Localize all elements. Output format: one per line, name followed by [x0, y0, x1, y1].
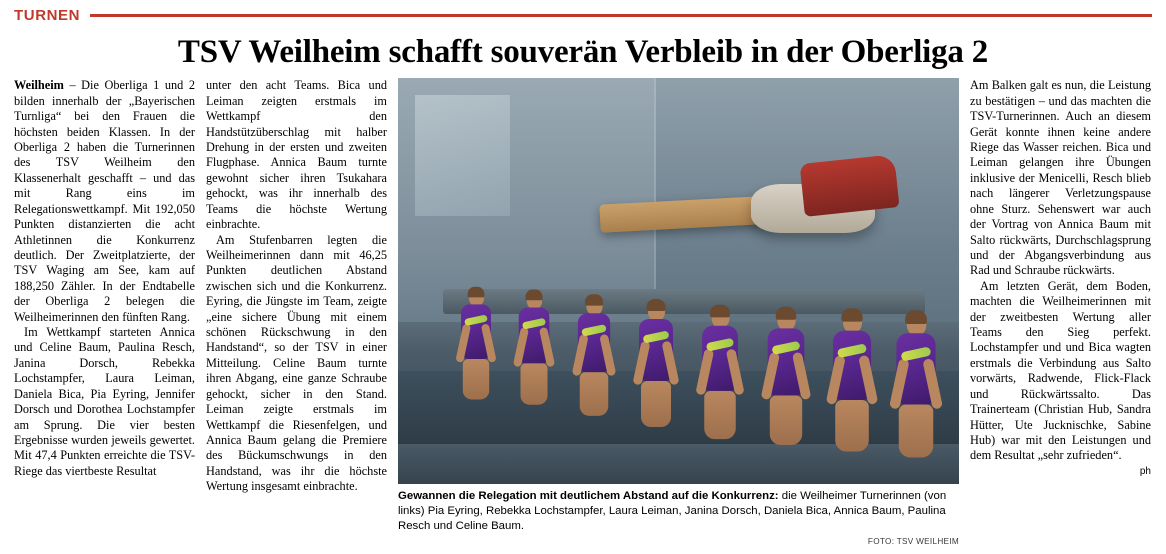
photo-caption [398, 489, 959, 533]
section-kicker: TURNEN [14, 6, 81, 24]
paragraph-3-1: Am Balken galt es nun, die Leistung zu bestätigen – und das machten die TSV-Turnerinnen. Auch an diesem Gerät konnte ihnen keine andere Riege das Wasser reichen. Bica und Leiman gelangen ihre Übungen inklusive der Menicelli, Resch blieb nach längerer Verletzungspause ohne Sturz. Sehenswert war auch der Vortrag von Annica Baum mit Salto rückwärts, Durchschlagsprung und der Abgangsverbindung aus Rad und Schraube rückwärts. [970, 78, 1151, 278]
gymnast-arm-right [662, 341, 680, 386]
page-title: TSV Weilheim schafft souverän Verbleib in der Oberliga 2 [177, 34, 989, 70]
gymnast-figure [758, 309, 814, 445]
gymnast-hair [905, 310, 927, 324]
gymnast-hair [710, 304, 730, 317]
gymnast-hair [525, 290, 542, 301]
gymnast-hair [776, 306, 797, 319]
text-column-2 [206, 78, 387, 494]
gymnast-arm-right [792, 351, 811, 400]
gymnast-arm-right [922, 358, 943, 410]
gymnast-figure [569, 296, 618, 416]
gymnast-hair [585, 295, 603, 306]
gymnast-leotard [578, 314, 610, 373]
gymnast-head [777, 309, 795, 331]
gymnast-arm-left [513, 327, 529, 367]
gymnast-arm-left [761, 351, 780, 400]
gymnast-legs [463, 359, 489, 399]
gymnast-arm-right [726, 348, 745, 395]
gymnast-arm-left [826, 354, 846, 404]
article-body [14, 78, 1152, 545]
gymnast-hair [647, 299, 666, 311]
gymnast-legs [580, 372, 609, 416]
gymnast-arm-left [455, 324, 471, 364]
gymnast-head [906, 312, 926, 335]
kicker-row [14, 0, 1152, 24]
kicker-rule [90, 14, 1152, 17]
gymnast-legs [641, 381, 671, 427]
paragraph-2-1: unter den acht Teams. Bica und Leiman zeigten erstmals im Wettkampf den Handstützüberschlag mit halber Drehung in der ersten und zweiten Flugphase. Annica Baum turnte gewohnt sicher ihren Tsukahara gehockt, was ihr innerhalb des Teams die höchste Wertung einbrachte. [206, 78, 387, 232]
text-column-1 [14, 78, 195, 479]
gymnast-figure [630, 301, 682, 427]
gymnast-head [842, 310, 861, 332]
gymnast-figure [886, 312, 946, 457]
caption-lead: Gewannen die Relegation mit deutlichem Abstand auf die Konkurrenz: [398, 490, 779, 503]
gymnast-arm-right [858, 354, 878, 404]
caption-rest: die Weilheimer Turnerinnen (von links) Pia Eyring, Rebekka Lochstampfer, Laura Leiman, Janina Dorsch, Daniela Bica, Annica Baum, Paulina Resch und Celine Baum. [398, 490, 947, 532]
photo-column [398, 78, 959, 545]
gymnast-figure [693, 306, 748, 438]
gymnast-leotard [639, 319, 673, 381]
gymnast-figure [823, 310, 881, 451]
gymnast-figure [511, 292, 558, 405]
article-photo [398, 78, 959, 484]
gymnast-legs [770, 395, 802, 445]
author-signature: ph [1139, 465, 1151, 477]
gymnast-leotard [833, 330, 871, 399]
gymnast-legs [835, 400, 869, 452]
gymnast-arm-left [572, 334, 589, 377]
gymnast-figure [453, 289, 499, 400]
gymnast-hair [841, 308, 862, 321]
gymnast-legs [899, 404, 934, 457]
gymnast-arm-right [481, 324, 497, 364]
gymnast-leotard [519, 308, 550, 364]
gymnast-head [711, 306, 729, 327]
paragraph-1-1: Weilheim – Die Oberliga 1 und 2 bilden innerhalb der „Bayerischen Turnliga“ bei den Frauen die höchsten beiden Klassen. In der Oberliga 2 haben die Turnerinnen des TSV Weilheim den Klassenerhalt geschafft – und das mit Rang eins im Relegationswettkampf. Mit 192,050 Punkten distanzierten die acht Athletinnen die Konkurrenz deutlich. Der Zweitplatzierte, der TSV Waging am See, kam auf 188,250 Zähler. In der Endtabelle der Oberliga 2 belegen die Weilheimerinnen den fünften Rang. [14, 78, 195, 324]
gymnast-arm-left [695, 348, 714, 395]
gymnast-legs [521, 364, 548, 405]
gymnast-leotard [702, 325, 738, 390]
gymnast-head [648, 301, 665, 321]
photo-credit: FOTO: TSV WEILHEIM [867, 536, 959, 546]
paragraph-1-2: Im Wettkampf starteten Annica und Celine Baum, Paulina Resch, Janina Dorsch, Rebekka Lochstampfer, Laura Leiman, Daniela Bica, Pia Eyring, Jennifer Dorsch und Dorothea Lochstampfer am Sprung. Die vier besten Ergebnisse wurden jeweils gewertet. Mit 47,4 Punkten erreichte die TSV-Riege das viertbeste Resultat [14, 325, 195, 478]
gymnast-leotard [768, 328, 805, 395]
gymnast-leotard [461, 305, 491, 360]
gymnast-arm-left [889, 358, 910, 410]
gymnast-arm-right [539, 327, 555, 367]
paragraph-2-2: Am Stufenbarren legten die Weilheimerinnen dann mit 46,25 Punkten deutlichen Abstand zwischen sich und die Konkurrenz. Eyring, die Jüngste im Team, zeigte „eine sichere Übung mit einem schönen Rückschwung in den Handstand“, so der TSV in einer Mitteilung. Celine Baum turnte ihren Abgang, eine ganze Schraube gehockt, sicher in den Stand. Leiman zeigte erstmals im Wettkampf die Riesenfelgen, und Annica Baum gelang die Premiere des Bückumschwungs in den Handstand, was ihr die höchste Wertung insgesamt einbrachte. [206, 232, 387, 494]
photo-red-vault [799, 155, 899, 217]
paragraph-3-2: Am letzten Gerät, dem Boden, machten die Weilheimerinnen mit der zweitbesten Wertung aller Teams den Sieg perfekt. Lochstampfer und und Bica wagten erstmals die Verbindung aus Salto vorwärts, Radwende, Flick-Flack und Rückwärtssalto. Das Trainerteam (Christian Hub, Sandra Hütter, Ute Jucknischke, Sabine Hub) war mit den Leistungen und dem Resultat „sehr zufrieden“. [970, 278, 1151, 463]
gymnast-legs [704, 390, 736, 438]
gymnast-hair [468, 287, 485, 298]
gymnast-arm-right [599, 334, 616, 377]
text-column-3 [970, 78, 1151, 478]
photo-bg-window [415, 95, 510, 217]
gymnast-leotard [896, 333, 935, 404]
gymnast-arm-left [633, 341, 651, 386]
